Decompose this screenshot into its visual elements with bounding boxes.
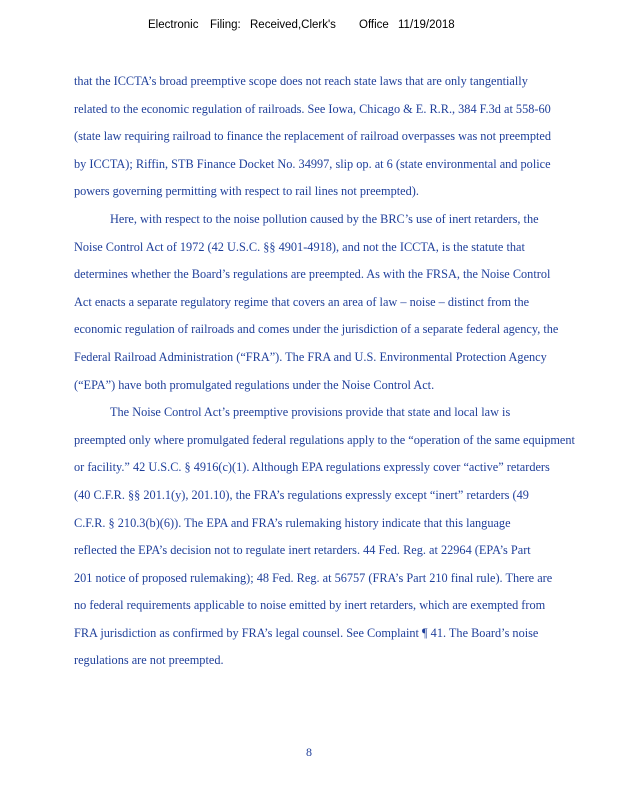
text-line: 201 notice of proposed rulemaking); 48 Fed. Reg. at 56757 (FRA’s Part 210 final rule). There are: [74, 570, 553, 585]
text-line: powers governing permitting with respect to rail lines not preempted).: [74, 184, 419, 199]
text-line: preempted only where promulgated federal regulations apply to the “operation of the same equipment: [74, 432, 575, 447]
text-line: reflected the EPA’s decision not to regulate inert retarders. 44 Fed. Reg. at 22964 (EPA’s Part: [74, 543, 531, 558]
header-electronic: Electronic: [148, 19, 199, 31]
text-line: or facility.” 42 U.S.C. § 4916(c)(1). Although EPA regulations expressly cover “active” retarders: [74, 460, 550, 475]
text-line: determines whether the Board’s regulations are preempted. As with the FRSA, the Noise Control: [74, 267, 551, 282]
paragraph-start-line: The Noise Control Act’s preemptive provisions provide that state and local law is: [110, 405, 511, 420]
text-line: regulations are not preempted.: [74, 653, 224, 668]
text-line: by ICCTA); Riffin, STB Finance Docket No. 34997, slip op. at 6 (state environmental and police: [74, 156, 551, 171]
header-received: Received,Clerk's: [250, 19, 336, 31]
text-line: Federal Railroad Administration (“FRA”). The FRA and U.S. Environmental Protection Agency: [74, 349, 547, 364]
text-line: Noise Control Act of 1972 (42 U.S.C. §§ 4901-4918), and not the ICCTA, is the statute that: [74, 239, 525, 254]
text-line: related to the economic regulation of railroads. See Iowa, Chicago & E. R.R., 384 F.3d at 558-60: [74, 101, 551, 116]
header-filing: Filing:: [210, 19, 241, 31]
text-line: FRA jurisdiction as confirmed by FRA’s legal counsel. See Complaint ¶ 41. The Board’s noise: [74, 625, 539, 640]
text-line: that the ICCTA’s broad preemptive scope does not reach state laws that are only tangentially: [74, 74, 528, 88]
paragraph-start-line: Here, with respect to the noise pollution caused by the BRC’s use of inert retarders, the: [110, 211, 539, 226]
header-office: Office: [359, 19, 389, 31]
text-line: economic regulation of railroads and comes under the jurisdiction of a separate federal agency, the: [74, 322, 559, 337]
text-line: Act enacts a separate regulatory regime that covers an area of law – noise – distinct from the: [74, 294, 530, 309]
text-line: (40 C.F.R. §§ 201.1(y), 201.10), the FRA’s regulations expressly except “inert” retarders (49: [74, 487, 529, 502]
document-body: [74, 68, 586, 675]
text-line: C.F.R. § 210.3(b)(6)). The EPA and FRA’s rulemaking history indicate that this language: [74, 515, 511, 530]
page-number: 8: [306, 745, 312, 759]
text-line: no federal requirements applicable to noise emitted by inert retarders, which are exempted from: [74, 598, 546, 613]
text-line: (state law requiring railroad to finance the replacement of railroad overpasses was not preempted: [74, 129, 551, 144]
text-line: (“EPA”) have both promulgated regulations under the Noise Control Act.: [74, 377, 435, 392]
header-date: 11/19/2018: [398, 19, 455, 31]
